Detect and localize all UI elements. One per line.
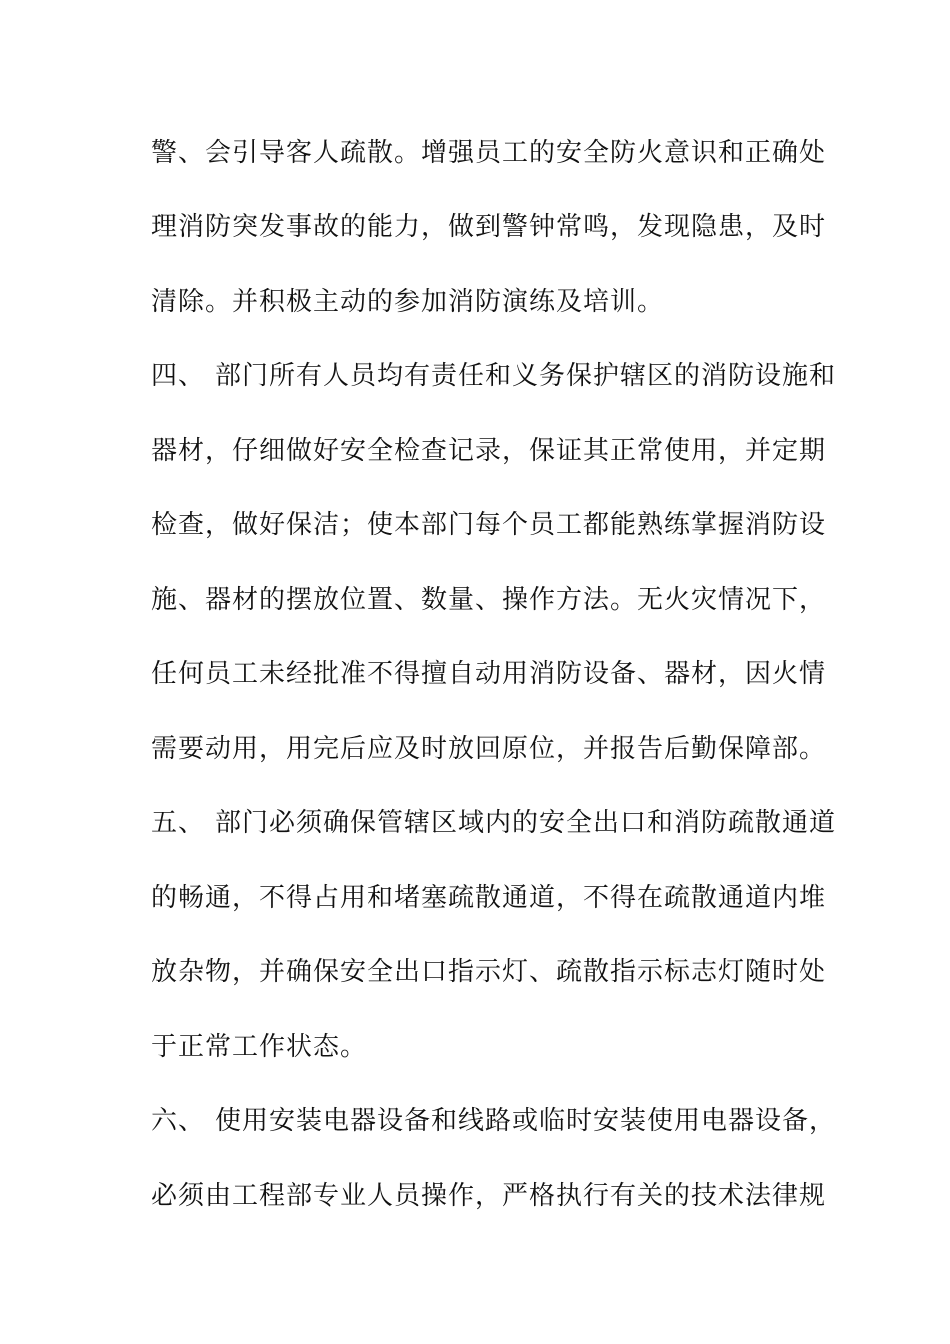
text-line-1: 警、会引导客人疏散。增强员工的安全防火意识和正确处: [151, 138, 827, 168]
text-line-2: 理消防突发事故的能力，做到警钟常鸣，发现隐患，及时: [151, 212, 827, 242]
text-line-7: 施、器材的摆放位置、数量、操作方法。无火灾情况下，: [151, 585, 827, 615]
item-four-line-1: [151, 360, 836, 392]
item-six-text: 使用安装电器设备和线路或临时安装使用电器设备，: [215, 1106, 837, 1136]
text-line-11: 的畅通，不得占用和堵塞疏散通道，不得在疏散通道内堆: [151, 883, 827, 913]
text-line-15: 必须由工程部专业人员操作，严格执行有关的技术法律规: [151, 1181, 827, 1211]
item-five-line-1: [151, 807, 836, 839]
item-six-line-1: [151, 1105, 836, 1137]
text-line-13: 于正常工作状态。: [151, 1032, 368, 1062]
item-number-six: 六、: [151, 1106, 206, 1136]
text-line-5: 器材，仔细做好安全检查记录，保证其正常使用，并定期: [151, 436, 827, 466]
text-line-6: 检查，做好保洁；使本部门每个员工都能熟练掌握消防设: [151, 510, 827, 540]
item-four-text: 部门所有人员均有责任和义务保护辖区的消防设施和: [215, 361, 837, 391]
text-line-9: 需要动用，用完后应及时放回原位，并报告后勤保障部。: [151, 734, 827, 764]
text-line-12: 放杂物，并确保安全出口指示灯、疏散指示标志灯随时处: [151, 957, 827, 987]
item-number-four: 四、: [151, 361, 206, 391]
item-number-five: 五、: [151, 808, 206, 838]
item-five-text: 部门必须确保管辖区域内的安全出口和消防疏散通道: [215, 808, 837, 838]
text-line-8: 任何员工未经批准不得擅自动用消防设备、器材，因火情: [151, 659, 827, 689]
text-line-3: 清除。并积极主动的参加消防演练及培训。: [151, 287, 665, 317]
